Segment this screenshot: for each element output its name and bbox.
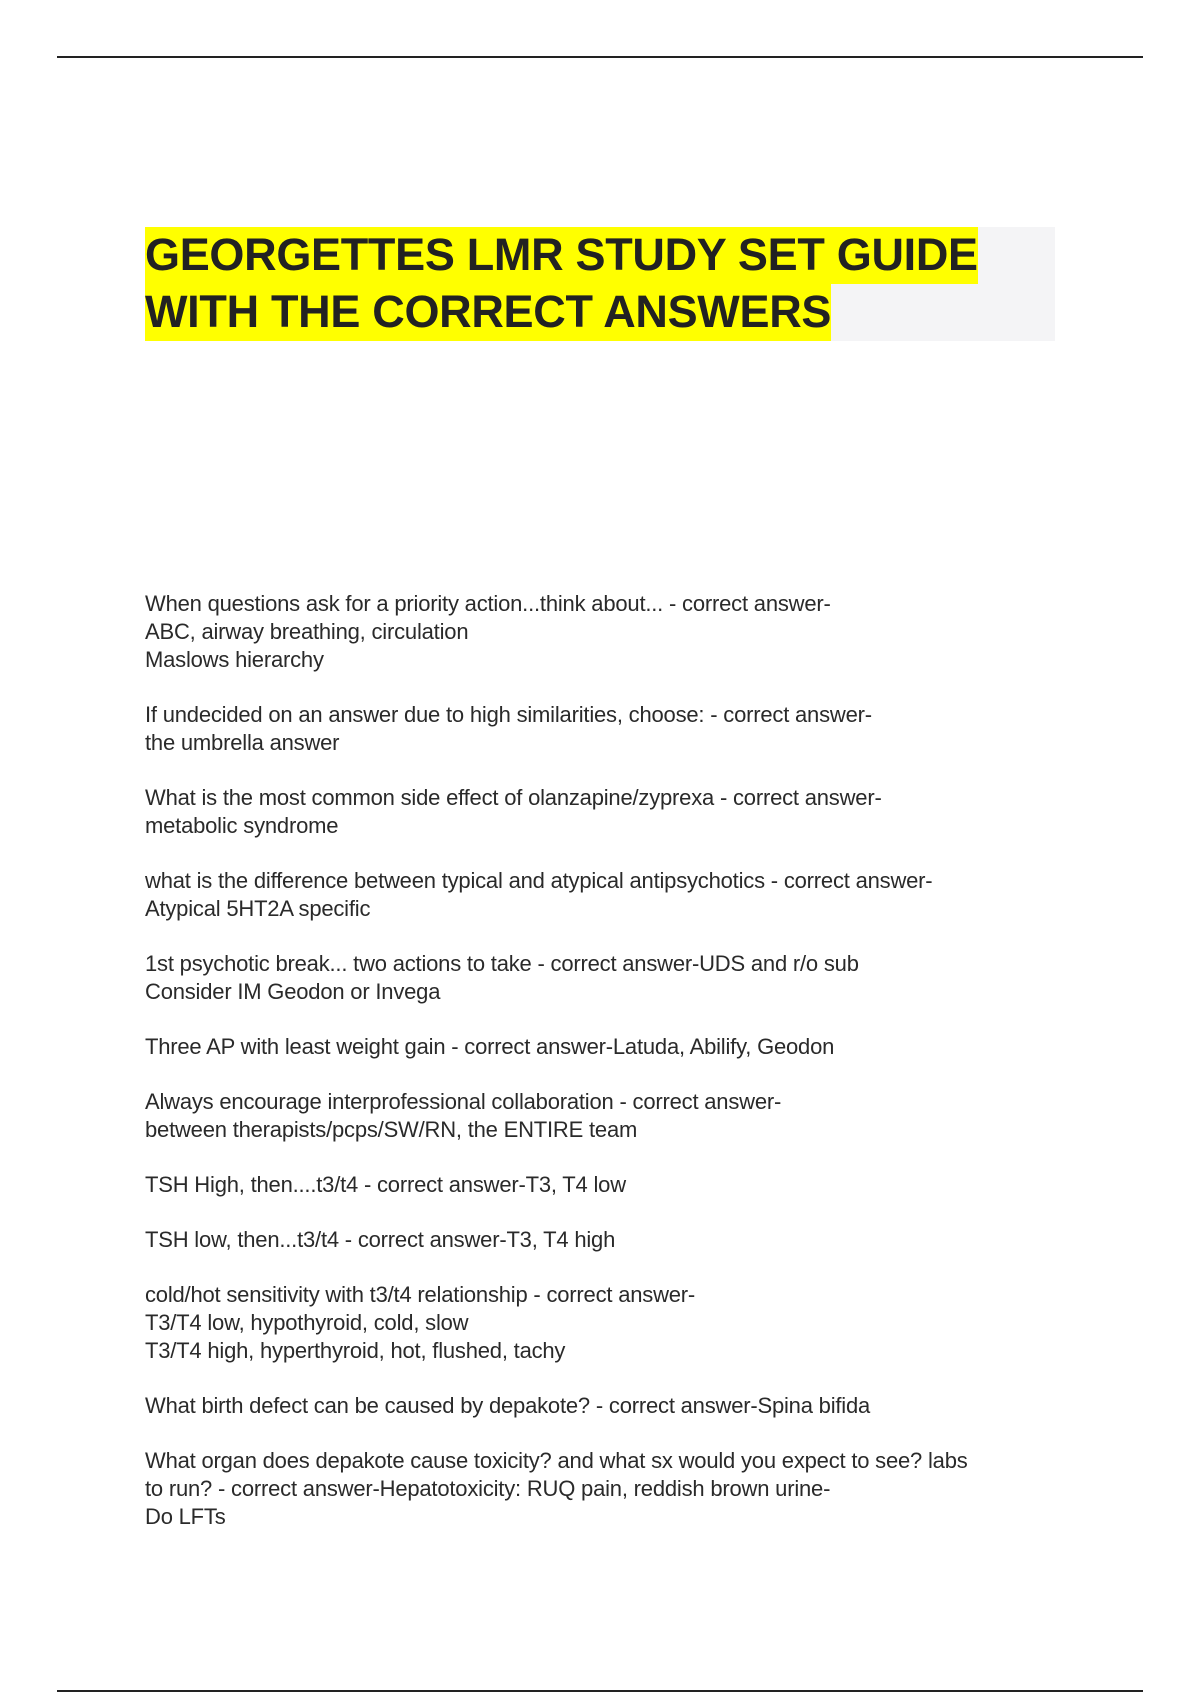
qa-item (145, 1226, 1075, 1254)
qa-item (145, 1447, 1075, 1531)
qa-line: T3/T4 high, hyperthyroid, hot, flushed, tachy (145, 1338, 566, 1363)
qa-line: the umbrella answer (145, 730, 340, 755)
qa-line: Consider IM Geodon or Invega (145, 979, 441, 1004)
qa-line: what is the difference between typical and atypical antipsychotics - correct answer- (145, 868, 933, 893)
qa-line: Always encourage interprofessional collaboration - correct answer- (145, 1089, 782, 1114)
qa-line: When questions ask for a priority action...think about... - correct answer- (145, 591, 831, 616)
qa-line: T3/T4 low, hypothyroid, cold, slow (145, 1310, 469, 1335)
top-rule (57, 56, 1143, 58)
qa-line: to run? - correct answer-Hepatotoxicity: RUQ pain, reddish brown urine- (145, 1476, 831, 1501)
qa-item (145, 1088, 1075, 1144)
qa-line: What birth defect can be caused by depakote? - correct answer-Spina bifida (145, 1393, 871, 1418)
qa-item (145, 867, 1075, 923)
bottom-rule (57, 1690, 1143, 1692)
title-line-1: GEORGETTES LMR STUDY SET GUIDE (145, 229, 978, 280)
qa-item (145, 1033, 1075, 1061)
qa-line: ABC, airway breathing, circulation (145, 619, 469, 644)
qa-line: metabolic syndrome (145, 813, 339, 838)
qa-line: Maslows hierarchy (145, 647, 324, 672)
qa-item (145, 701, 1075, 757)
qa-item (145, 950, 1075, 1006)
qa-item (145, 1281, 1075, 1365)
qa-line: Three AP with least weight gain - correct answer-Latuda, Abilify, Geodon (145, 1034, 835, 1059)
qa-line: between therapists/pcps/SW/RN, the ENTIRE team (145, 1117, 638, 1142)
qa-line: 1st psychotic break... two actions to take - correct answer-UDS and r/o sub (145, 951, 859, 976)
qa-line: Do LFTs (145, 1504, 226, 1529)
qa-line: What organ does depakote cause toxicity? and what sx would you expect to see? labs (145, 1448, 968, 1473)
page-title (145, 227, 1055, 341)
qa-line: If undecided on an answer due to high similarities, choose: - correct answer- (145, 702, 872, 727)
title-line-2: WITH THE CORRECT ANSWERS (145, 286, 831, 337)
qa-item (145, 1171, 1075, 1199)
qa-line: TSH low, then...t3/t4 - correct answer-T3, T4 high (145, 1227, 616, 1252)
qa-list (145, 590, 1075, 1558)
title-block (145, 227, 1055, 341)
qa-line: TSH High, then....t3/t4 - correct answer-T3, T4 low (145, 1172, 626, 1197)
qa-line: What is the most common side effect of olanzapine/zyprexa - correct answer- (145, 785, 882, 810)
qa-line: cold/hot sensitivity with t3/t4 relationship - correct answer- (145, 1282, 696, 1307)
qa-item (145, 784, 1075, 840)
qa-item (145, 1392, 1075, 1420)
qa-item (145, 590, 1075, 674)
qa-line: Atypical 5HT2A specific (145, 896, 371, 921)
